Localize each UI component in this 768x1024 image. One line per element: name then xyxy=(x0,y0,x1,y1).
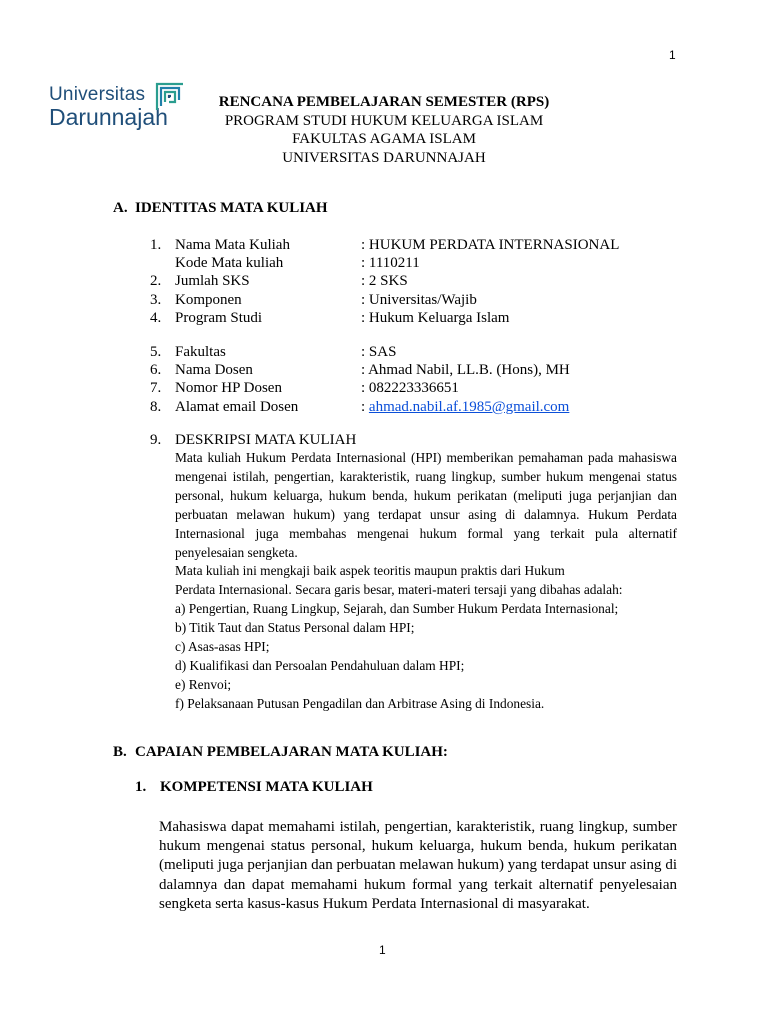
competency-paragraph: Mahasiswa dapat memahami istilah, pengertian, karakteristik, ruang lingkup, sumber hukum mengenai status personal, hukum keluarga, hukum benda, hukum perikatan (meliputi juga perjanjian dan perbuatan melawan hukum) yang terdapat unsur asing di dalamnya dan dapat memahami hukum formal yang terkait alternatif penyelesaian sengketa serta kasus-kasus Hukum Perdata Internasional di masyarakat. xyxy=(159,819,677,912)
identity-row xyxy=(150,309,619,327)
topic-list-item: e) Renvoi; xyxy=(175,676,232,692)
identity-value: : HUKUM PERDATA INTERNASIONAL xyxy=(361,237,620,253)
description-title: DESKRIPSI MATA KULIAH xyxy=(175,432,357,448)
identity-row xyxy=(150,361,619,379)
identity-key: Nama Dosen xyxy=(175,362,253,379)
header-university: UNIVERSITAS DARUNNAJAH xyxy=(282,149,486,166)
header-program: PROGRAM STUDI HUKUM KELUARGA ISLAM xyxy=(224,112,544,129)
identity-key: Program Studi xyxy=(175,309,263,326)
identity-row xyxy=(150,272,619,290)
description-paragraph: Mata kuliah Hukum Perdata Internasional (HPI) memberikan pemahaman pada mahasiswa mengenai istilah, pengertian, karakteristik, ruang lingkup, sumber hukum mengenai status personal, hukum keluarga, hukum benda, hukum perikatan (meliputi juga perjanjian dan perbuatan melawan hukum) yang terdapat unsur asing di dalamnya. Hukum Perdata Internasional juga membahas mengenai hukum formal yang terkait pula alternatif penyelesaian sengketa. xyxy=(175,450,677,560)
identity-row xyxy=(150,343,619,361)
identity-num: 8. xyxy=(150,398,162,415)
description-line: Mata kuliah ini mengkaji baik aspek teoritis maupun praktis dari Hukum xyxy=(175,563,565,579)
identity-value: : 082223336651 xyxy=(361,380,459,397)
identity-value: : SAS xyxy=(361,343,397,360)
identity-row xyxy=(150,398,619,416)
topic-list-item: a) Pengertian, Ruang Lingkup, Sejarah, dan Sumber Hukum Perdata Internasional; xyxy=(175,601,619,617)
identity-key: Jumlah SKS xyxy=(175,273,250,290)
identity-key: Kode Mata kuliah xyxy=(175,255,284,272)
header-faculty: FAKULTAS AGAMA ISLAM xyxy=(292,131,476,147)
header-title: RENCANA PEMBELAJARAN SEMESTER (RPS) xyxy=(218,94,550,110)
list-spacer xyxy=(150,327,619,343)
topic-list-item: f) Pelaksanaan Putusan Pengadilan dan Arbitrase Asing di Indonesia. xyxy=(175,695,545,711)
identity-key: Alamat email Dosen xyxy=(175,398,299,415)
identity-num: 1. xyxy=(150,237,162,253)
identity-row xyxy=(150,254,619,272)
identity-num: 4. xyxy=(150,309,162,326)
email-link[interactable]: ahmad.nabil.af.1985@gmail.com xyxy=(368,398,570,415)
identity-value xyxy=(361,398,569,416)
email-prefix: : xyxy=(361,398,369,415)
identity-value: : 2 SKS xyxy=(361,273,408,290)
page-number-top: 1 xyxy=(669,48,676,62)
logo-text-line2: Darunnajah xyxy=(49,104,168,130)
topic-list-item: d) Kualifikasi dan Persoalan Pendahuluan dalam HPI; xyxy=(175,657,465,673)
section-b-title: CAPAIAN PEMBELAJARAN MATA KULIAH: xyxy=(135,744,448,760)
section-b-label: B. xyxy=(113,744,127,760)
identity-key: Komponen xyxy=(175,291,242,308)
page-number-bottom: 1 xyxy=(379,943,386,957)
topic-list-item: b) Titik Taut dan Status Personal dalam HPI; xyxy=(175,620,415,636)
competency-heading xyxy=(135,779,373,796)
topic-list-item: c) Asas-asas HPI; xyxy=(175,639,270,655)
identity-value: : Ahmad Nabil, LL.B. (Hons), MH xyxy=(361,362,570,379)
description-num: 9. xyxy=(150,432,162,448)
university-logo xyxy=(49,80,189,136)
identity-value: : 1110211 xyxy=(361,255,420,272)
description-heading xyxy=(150,432,356,449)
identity-key: Nama Mata Kuliah xyxy=(175,237,290,253)
identity-row xyxy=(150,379,619,397)
identity-value: : Hukum Keluarga Islam xyxy=(361,309,510,326)
nested-squares-logo-icon xyxy=(153,80,185,112)
description-body xyxy=(175,449,677,714)
identity-num: 2. xyxy=(150,273,162,290)
identity-num: 7. xyxy=(150,380,162,397)
competency-num: 1. xyxy=(135,779,147,795)
section-a-label: A. xyxy=(113,200,128,216)
section-b-heading xyxy=(113,744,448,761)
identity-key: Nomor HP Dosen xyxy=(175,380,282,397)
identity-value: : Universitas/Wajib xyxy=(361,291,477,308)
identity-key: Fakultas xyxy=(175,343,226,360)
identity-num xyxy=(150,254,175,272)
identity-row xyxy=(150,236,619,254)
section-a-title: IDENTITAS MATA KULIAH xyxy=(135,200,328,216)
identity-num: 6. xyxy=(150,362,162,379)
competency-title: KOMPETENSI MATA KULIAH xyxy=(160,779,373,795)
identity-num: 3. xyxy=(150,291,162,308)
logo-text-line1: Universitas xyxy=(49,84,146,105)
identity-row xyxy=(150,291,619,309)
document-header xyxy=(200,93,568,167)
identity-list xyxy=(150,236,619,416)
description-line: Perdata Internasional. Secara garis besar, materi-materi tersaji yang dibahas adalah: xyxy=(175,582,623,598)
section-a-heading xyxy=(113,200,328,217)
identity-num: 5. xyxy=(150,343,162,360)
